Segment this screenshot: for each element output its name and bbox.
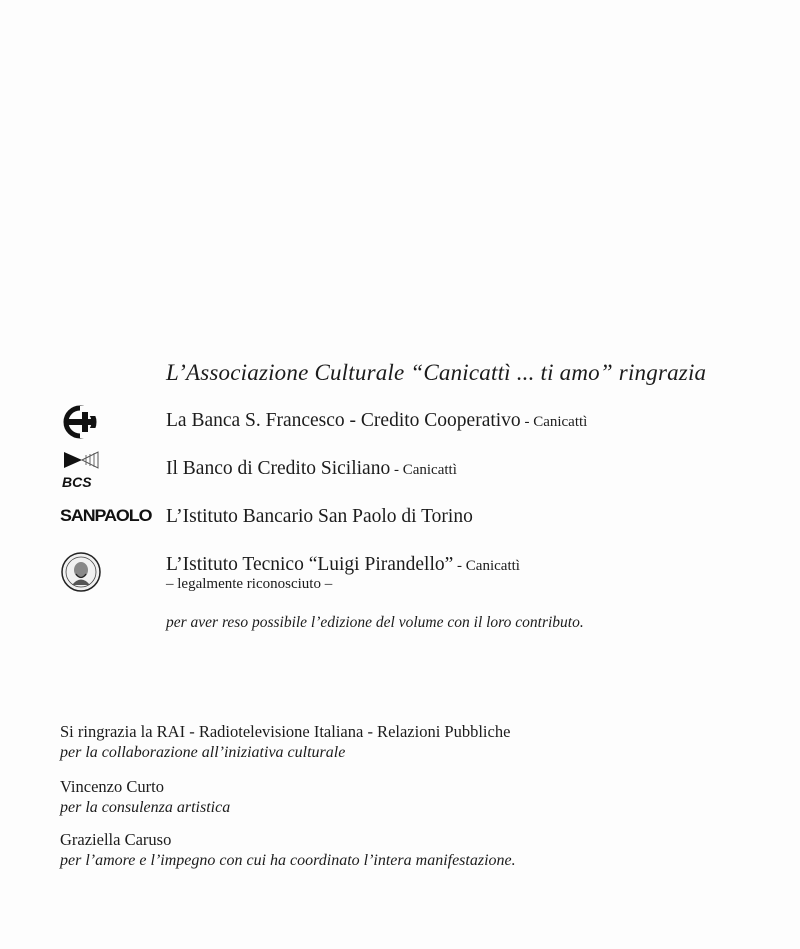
sanpaolo-logo-icon — [60, 500, 150, 544]
ack-title: Graziella Caruso — [60, 830, 172, 849]
sponsor-note: – legalmente riconosciuto – — [166, 576, 333, 592]
sanpaolo-wordmark: SANPAOLO — [60, 506, 152, 525]
ack-reason: per l’amore e l’impegno con cui ha coordinato l’intera manifestazione. — [60, 852, 516, 869]
ack-rai — [60, 722, 510, 762]
sponsor-row-san-paolo — [60, 500, 760, 544]
ack-graziella-caruso — [60, 830, 516, 870]
ack-vincenzo-curto — [60, 777, 230, 817]
ack-title: Si ringrazia la RAI - Radiotelevisione Italiana - Relazioni Pubbliche — [60, 722, 511, 741]
ack-title: Vincenzo Curto — [60, 777, 164, 796]
sponsor-place: Canicattì — [533, 414, 588, 430]
sponsor-place: Canicattì — [402, 462, 457, 478]
sponsor-row-banco-credito-siciliano: BCS Il Banco di Credito Siciliano - Canicattì — [60, 450, 760, 494]
bcs-logo-icon — [60, 450, 150, 494]
thanks-heading: L’Associazione Culturale “Canicattì ... ti amo” ringrazia — [166, 360, 707, 385]
sponsor-name: Il Banco di Credito Siciliano — [166, 458, 391, 479]
bcs-logo-text: BCS — [62, 474, 92, 490]
sponsor-name: L’Istituto Tecnico “Luigi Pirandello” — [166, 554, 454, 575]
sponsor-place: Canicattì — [465, 558, 520, 574]
ack-reason: per la collaborazione all’iniziativa culturale — [60, 744, 346, 761]
closing-line: per aver reso possibile l’edizione del volume con il loro contributo. — [166, 614, 584, 631]
sponsor-row-istituto-pirandello: L’Istituto Tecnico “Luigi Pirandello” - Canicattì – legalmente riconosciuto – — [60, 550, 760, 594]
ack-reason: per la consulenza artistica — [60, 799, 231, 816]
sponsor-name: L’Istituto Bancario San Paolo di Torino — [166, 506, 473, 527]
pirandello-medallion-icon — [60, 550, 150, 594]
sponsor-name: La Banca S. Francesco - Credito Cooperativo — [166, 410, 521, 431]
credito-cooperativo-logo-icon — [60, 402, 150, 446]
sponsor-row-banca-san-francesco: La Banca S. Francesco - Credito Cooperativo - Canicattì — [60, 402, 760, 446]
